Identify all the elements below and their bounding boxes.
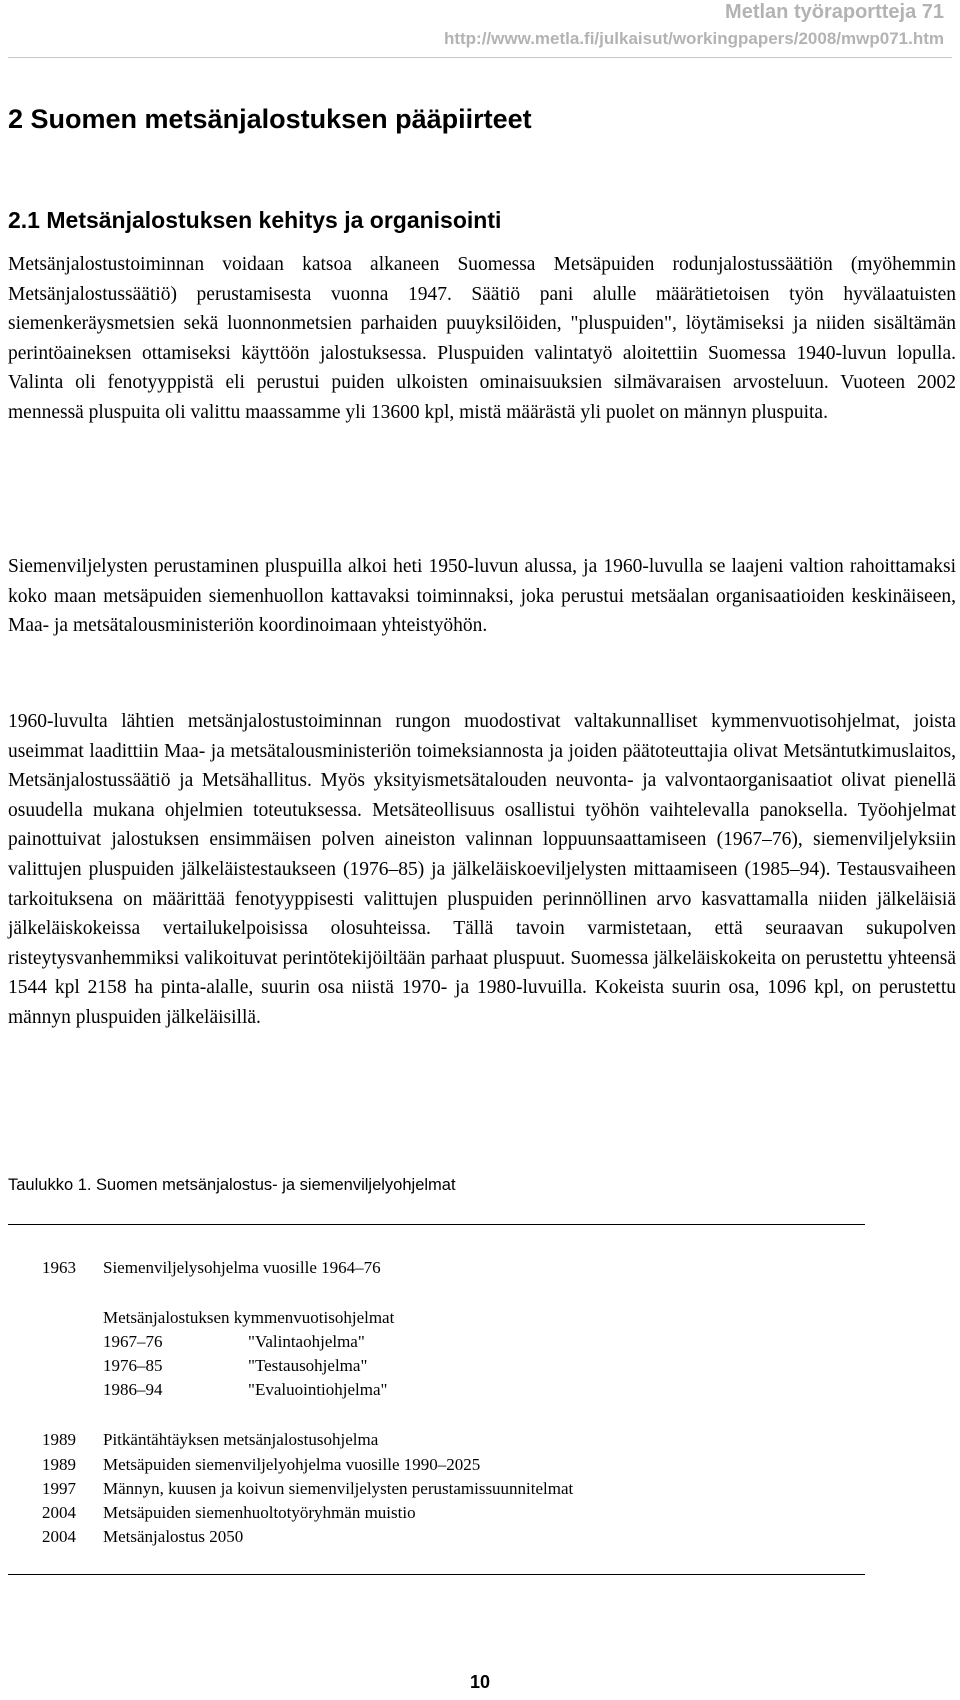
row-year: 1963 (42, 1258, 76, 1277)
header-url-link[interactable]: http://www.metla.fi/julkaisut/workingpapers/2008/mwp071.htm (443, 29, 944, 48)
row-text: Metsäpuiden siemenviljelyohjelma vuosille 1990–2025 (103, 1455, 481, 1474)
row-year: 2004 (42, 1527, 76, 1546)
series-title: Metlan työraportteja 71 (725, 1, 944, 23)
row-year: 1989 (42, 1455, 76, 1474)
page-header (444, 0, 944, 50)
row-year: 1989 (42, 1430, 76, 1449)
paragraph-3: 1960-luvulta lähtien metsänjalostustoiminnan rungon muodostivat valtakunnalliset kymmenvuotisohjelmat, joista useimmat laadittiin Maa- ja metsätalousministeriön toimeksiannosta ja joiden päätoteuttajia olivat Metsäntutkimuslaitos, Metsänjalostussäätiö ja Metsähallitus. Myös yksityismetsätalouden neuvonta- ja valvontaorganisaatiot olivat pienellä osuudella mukana ohjelmien toteutuksessa. Metsäteollisuus osallistui työhön vaihtelevalla panoksella. Työohjelmat painottuivat jalostuksen ensimmäisen polven aineiston valinnan loppuunsaattamiseen (1967–76), siemenviljelyksiin valittujen pluspuiden jälkeläistestaukseen (1976–85) ja jälkeläiskoeviljelysten mittaamiseen (1985–94). Testausvaiheen tarkoituksena on määrittää fenotyyppisesti valittujen pluspuiden perinnöllinen arvo kasvattamalla niiden jälkeläisiä jälkeläiskokeissa vertailukelpoisissa olosuhteissa. Tällä tavoin varmistetaan, että seuraavan sukupolven risteytysvanhemmiksi valikoituvat perintötekijöiltään parhaat pluspuut. Suomessa jälkeläiskokeita on perustettu yhteensä 1544 kpl 2158 ha pinta-alalle, suurin osa niistä 1970- ja 1980-luvuilla. Kokeista suurin osa, 1096 kpl, on perustettu männyn pluspuiden jälkeläisillä. (8, 711, 956, 1028)
header-divider (8, 57, 952, 58)
sub-range: 1986–94 (103, 1380, 163, 1399)
program-title: Metsänjalostuksen kymmenvuotisohjelmat (103, 1308, 395, 1327)
paragraph-1: Metsänjalostustoiminnan voidaan katsoa alkaneen Suomessa Metsäpuiden rodunjalostussäätiön (myöhemmin Metsänjalostussäätiö) perustamisesta vuonna 1947. Säätiö pani alulle määrätietoisen työn hyvälaatuisten siemenkeräysmetsien sekä luonnonmetsien parhaiden puuyksilöiden, "pluspuiden", löytämiseksi ja niiden sisältämän perintöaineksen ottamiseksi käyttöön jalostuksessa. Pluspuiden valintatyö aloitettiin Suomessa 1940-luvun lopulla. Valinta oli fenotyyppistä eli perustui puiden ulkoisten ominaisuuksien silmävaraisen arvosteluun. Vuoteen 2002 mennessä pluspuita oli valittu maassamme yli 13600 kpl, mistä määrästä yli puolet on männyn pluspuita. (8, 254, 956, 423)
row-text: Metsäpuiden siemenhuoltotyöryhmän muistio (103, 1503, 416, 1522)
section-heading: 2.1 Metsänjalostuksen kehitys ja organisointi (8, 207, 502, 233)
row-text: Metsänjalostus 2050 (103, 1527, 244, 1546)
row-text: Siemenviljelysohjelma vuosille 1964–76 (103, 1258, 381, 1277)
table-top-rule (8, 1224, 865, 1225)
row-text: Männyn, kuusen ja koivun siemenviljelysten perustamissuunnitelmat (103, 1479, 574, 1498)
paragraph-2: Siemenviljelysten perustaminen pluspuilla alkoi heti 1950-luvun alussa, ja 1960-luvulla se laajeni valtion rahoittamaksi koko maan metsäpuiden siemenhuollon kattavaksi toiminnaksi, joka perustui metsäalan organisaatioiden keskinäiseen, Maa- ja metsätalousministeriön koordinoimaan yhteistyöhön. (8, 556, 956, 637)
row-year: 1997 (42, 1479, 76, 1498)
table-caption: Taulukko 1. Suomen metsänjalostus- ja siemenviljelyohjelmat (8, 1176, 456, 1194)
sub-name: "Evaluointiohjelma" (248, 1380, 388, 1399)
sub-range: 1967–76 (103, 1332, 163, 1351)
sub-name: "Valintaohjelma" (248, 1332, 365, 1351)
sub-name: "Testausohjelma" (248, 1356, 368, 1375)
page-number: 10 (469, 1672, 491, 1692)
chapter-heading: 2 Suomen metsänjalostuksen pääpiirteet (8, 104, 532, 134)
table-bottom-rule (8, 1574, 865, 1575)
row-year: 2004 (42, 1503, 76, 1522)
sub-range: 1976–85 (103, 1356, 163, 1375)
row-text: Pitkäntähtäyksen metsänjalostusohjelma (103, 1430, 379, 1449)
